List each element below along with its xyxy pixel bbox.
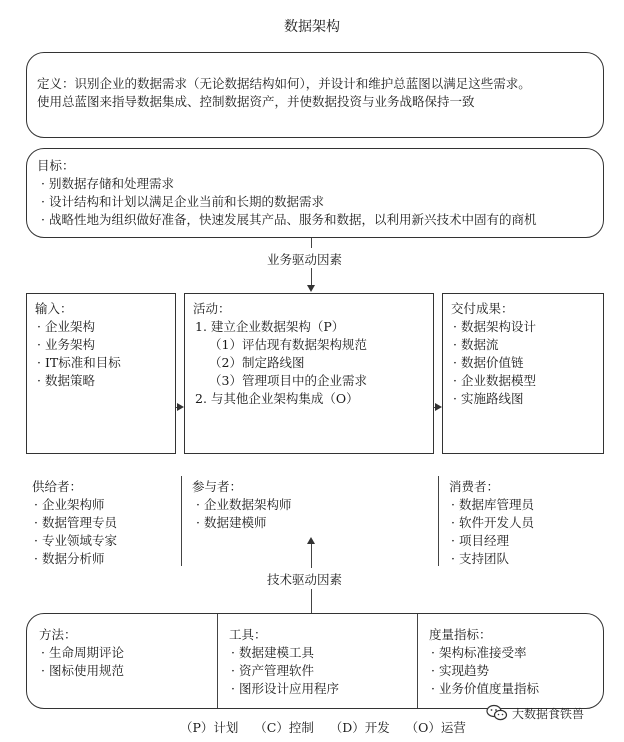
watermark-text: 大数据食铁兽	[512, 706, 585, 721]
deliverable-item: · 企业数据模型	[453, 372, 536, 390]
method-item: · 生命周期评论	[41, 644, 124, 662]
tools-heading: 工具：	[229, 627, 267, 642]
methods-tools-metrics-box	[26, 613, 604, 709]
inputs-to-activities-arrowhead	[177, 403, 184, 411]
bottom-divider-1	[217, 614, 218, 708]
goal-item: · 战略性地为组织做好准备，快速发展其产品、服务和数据，以利用新兴技术中固有的商机	[41, 211, 536, 229]
deliverable-item: · 数据流	[453, 336, 498, 354]
supplier-item: · 企业架构师	[34, 496, 104, 514]
consumers-heading: 消费者：	[449, 479, 500, 494]
consumer-item: · 项目经理	[451, 532, 509, 550]
definition-line-1: 定义：识别企业的数据需求（无论数据结构如何），并设计和维护总蓝图以满足这些需求。	[37, 76, 531, 91]
definition-box	[26, 52, 604, 138]
suppliers-heading: 供给者：	[32, 479, 83, 494]
tech-driver-label: 技术驱动因素	[263, 570, 346, 588]
tool-item: · 资产管理软件	[231, 662, 314, 680]
tool-item: · 图形设计应用程序	[231, 680, 339, 698]
deliverables-heading: 交付成果：	[451, 301, 514, 316]
activities-heading: 活动：	[193, 301, 231, 316]
bottom-divider-2	[417, 614, 418, 708]
business-driver-line-bottom	[311, 268, 312, 285]
tech-driver-line-bottom	[311, 589, 312, 613]
participants-heading: 参与者：	[192, 479, 243, 494]
metric-item: · 业务价值度量指标	[431, 680, 539, 698]
inputs-heading: 输入：	[35, 301, 73, 316]
input-item: · 企业架构	[37, 318, 95, 336]
inputs-box	[26, 293, 176, 454]
tech-driver-arrowhead	[307, 537, 315, 544]
goal-item: · 别数据存储和处理需求	[41, 175, 174, 193]
tech-driver-line-top	[311, 544, 312, 568]
deliverable-item: · 数据架构设计	[453, 318, 536, 336]
goals-box	[26, 148, 604, 238]
metrics-heading: 度量指标：	[429, 627, 492, 642]
tool-item: · 数据建模工具	[231, 644, 314, 662]
activity-line: （2）制定路线图	[209, 355, 305, 370]
deliverables-box	[442, 293, 604, 454]
legend: （P）计划 （C）控制 （D）开发 （O）运营	[180, 720, 466, 735]
activity-line: 1. 建立企业数据架构（P）	[195, 319, 345, 334]
supplier-item: · 专业领域专家	[34, 532, 117, 550]
goals-heading: 目标：	[37, 158, 75, 173]
wechat-icon	[486, 704, 508, 722]
definition-line-2: 使用总蓝图来指导数据集成、控制数据资产，并使数据投资与业务战略保持一致	[37, 94, 475, 109]
activity-line: （3）管理项目中的企业需求	[209, 373, 367, 388]
input-item: · 业务架构	[37, 336, 95, 354]
goal-item: · 设计结构和计划以满足企业当前和长期的数据需求	[41, 193, 324, 211]
divider-left	[181, 476, 182, 566]
consumer-item: · 数据库管理员	[451, 496, 534, 514]
input-item: · IT标准和目标	[37, 354, 121, 372]
method-item: · 图标使用规范	[41, 662, 124, 680]
supplier-item: · 数据管理专员	[34, 514, 117, 532]
diagram-title: 数据架构	[284, 19, 340, 35]
watermark	[486, 704, 584, 722]
deliverable-item: · 数据价值链	[453, 354, 523, 372]
business-driver-line-top	[311, 238, 312, 248]
participant-item: · 数据建模师	[196, 514, 266, 532]
consumer-item: · 软件开发人员	[451, 514, 534, 532]
participant-item: · 企业数据架构师	[196, 496, 291, 514]
deliverable-item: · 实施路线图	[453, 390, 523, 408]
supplier-item: · 数据分析师	[34, 550, 104, 568]
activity-line: 2. 与其他企业架构集成（O）	[195, 391, 359, 406]
metric-item: · 实现趋势	[431, 662, 489, 680]
methods-heading: 方法：	[39, 627, 77, 642]
activities-box	[184, 293, 434, 454]
metric-item: · 架构标准接受率	[431, 644, 526, 662]
activities-to-deliverables-arrowhead	[435, 403, 442, 411]
input-item: · 数据策略	[37, 372, 95, 390]
divider-right	[438, 476, 439, 566]
activity-line: （1）评估现有数据架构规范	[209, 337, 367, 352]
business-driver-arrowhead	[307, 285, 315, 292]
consumer-item: · 支持团队	[451, 550, 509, 568]
business-driver-label: 业务驱动因素	[263, 250, 346, 268]
